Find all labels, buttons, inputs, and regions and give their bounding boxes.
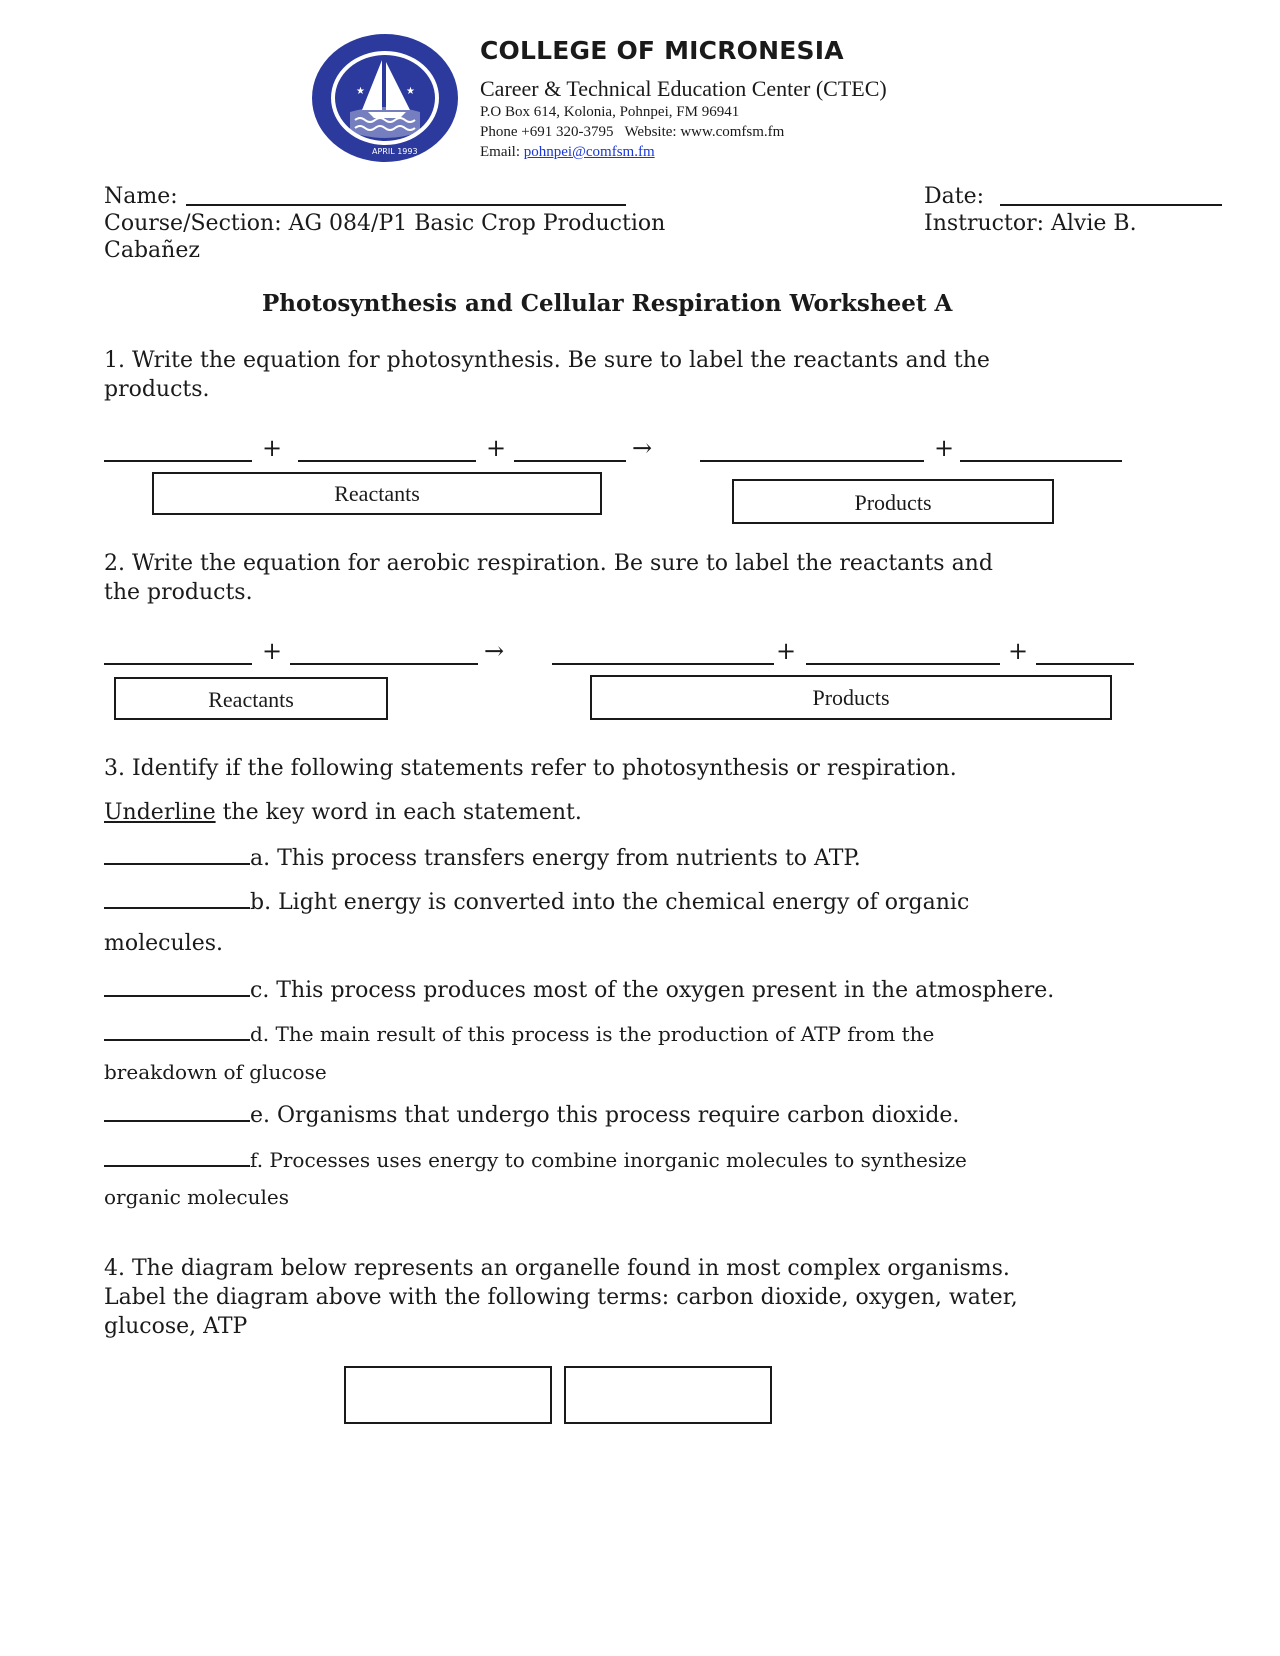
name-field[interactable]	[186, 204, 626, 206]
q1-plus-2: +	[486, 434, 507, 462]
q3-item-f	[104, 1145, 967, 1172]
q2-blank-2[interactable]	[290, 663, 478, 665]
name-label: Name:	[104, 184, 178, 209]
phone: +691 320-3795	[521, 124, 614, 140]
q2-prompt-line2: the products.	[104, 580, 253, 605]
q3-c-text: c. This process produces most of the oxygen present in the atmosphere.	[250, 978, 1055, 1003]
q3-item-a	[104, 843, 861, 871]
instructor-surname: Cabañez	[104, 238, 200, 263]
q3-prompt-rest: the key word in each statement.	[215, 800, 582, 825]
q3-b-continuation: molecules.	[104, 931, 223, 956]
instructor: Instructor: Alvie B.	[924, 211, 1137, 236]
q3-prompt-line1: 3. Identify if the following statements refer to photosynthesis or respiration.	[104, 756, 957, 781]
date-field[interactable]	[1000, 204, 1222, 206]
college-logo	[310, 32, 460, 164]
q4-prompt-line2: Label the diagram above with the following terms: carbon dioxide, oxygen, water,	[104, 1285, 1018, 1310]
q4-label-box-1[interactable]	[344, 1366, 552, 1424]
q4-prompt-line1: 4. The diagram below represents an organelle found in most complex organisms.	[104, 1256, 1010, 1281]
college-name: COLLEGE OF MICRONESIA	[480, 36, 844, 65]
q1-blank-2[interactable]	[298, 460, 476, 462]
q3-b-text: b. Light energy is converted into the chemical energy of organic	[250, 890, 970, 915]
q1-plus-3: +	[934, 434, 955, 462]
q2-blank-4[interactable]	[806, 663, 1000, 665]
email-label: Email:	[480, 144, 520, 160]
q3-underline-word: Underline	[104, 800, 216, 825]
q3-f-answer-blank[interactable]	[104, 1145, 250, 1167]
q2-plus-3: +	[1008, 637, 1029, 665]
q2-blank-1[interactable]	[104, 663, 252, 665]
q3-e-text: e. Organisms that undergo this process require carbon dioxide.	[250, 1103, 960, 1128]
q2-blank-3[interactable]	[552, 663, 774, 665]
website[interactable]: www.comfsm.fm	[680, 124, 785, 140]
svg-text:APRIL 1993: APRIL 1993	[372, 147, 418, 156]
q3-item-c	[104, 975, 1054, 1003]
phone-label: Phone	[480, 124, 518, 140]
q3-item-b	[104, 887, 969, 915]
q1-plus-1: +	[262, 434, 283, 462]
contact-line	[480, 124, 784, 141]
q3-a-text: a. This process transfers energy from nutrients to ATP.	[250, 846, 861, 871]
q2-plus-1: +	[262, 637, 283, 665]
q3-d-continuation: breakdown of glucose	[104, 1060, 327, 1084]
q2-reactants-box: Reactants	[114, 677, 388, 720]
q3-item-e	[104, 1100, 959, 1128]
q3-e-answer-blank[interactable]	[104, 1100, 250, 1122]
q3-c-answer-blank[interactable]	[104, 975, 250, 997]
q1-blank-3[interactable]	[514, 460, 626, 462]
q1-prompt-line1: 1. Write the equation for photosynthesis. Be sure to label the reactants and the	[104, 348, 990, 373]
q1-blank-4[interactable]	[700, 460, 924, 462]
q3-f-text: f. Processes uses energy to combine inorganic molecules to synthesize	[250, 1148, 967, 1172]
q1-products-box: Products	[732, 479, 1054, 524]
q3-d-answer-blank[interactable]	[104, 1019, 250, 1041]
worksheet-title: Photosynthesis and Cellular Respiration Worksheet A	[262, 290, 953, 317]
q2-arrow-icon: →	[484, 637, 505, 665]
center-name: Career & Technical Education Center (CTEC)	[480, 76, 887, 101]
q4-label-box-2[interactable]	[564, 1366, 772, 1424]
course-section: Course/Section: AG 084/P1 Basic Crop Production	[104, 211, 666, 236]
svg-text:★: ★	[356, 86, 365, 97]
q3-prompt-line2	[104, 800, 582, 825]
q3-b-answer-blank[interactable]	[104, 887, 250, 909]
college-seal-icon	[310, 32, 460, 164]
q2-plus-2: +	[776, 637, 797, 665]
q3-d-text: d. The main result of this process is the production of ATP from the	[250, 1022, 935, 1046]
q2-products-box: Products	[590, 675, 1112, 720]
q2-blank-5[interactable]	[1036, 663, 1134, 665]
address: P.O Box 614, Kolonia, Pohnpei, FM 96941	[480, 104, 740, 120]
q3-a-answer-blank[interactable]	[104, 843, 250, 865]
q3-f-continuation: organic molecules	[104, 1185, 289, 1209]
q1-arrow-icon: →	[632, 434, 653, 462]
date-label: Date:	[924, 184, 985, 209]
q1-reactants-box: Reactants	[152, 472, 602, 515]
q1-blank-5[interactable]	[960, 460, 1122, 462]
svg-text:★: ★	[406, 86, 415, 97]
q4-prompt-line3: glucose, ATP	[104, 1314, 248, 1339]
website-label: Website:	[624, 124, 677, 140]
q3-item-d	[104, 1019, 934, 1046]
q1-blank-1[interactable]	[104, 460, 252, 462]
email-link[interactable]: pohnpei@comfsm.fm	[523, 144, 655, 160]
q2-prompt-line1: 2. Write the equation for aerobic respiration. Be sure to label the reactants and	[104, 551, 993, 576]
q1-prompt-line2: products.	[104, 377, 210, 402]
email-line	[480, 144, 655, 161]
